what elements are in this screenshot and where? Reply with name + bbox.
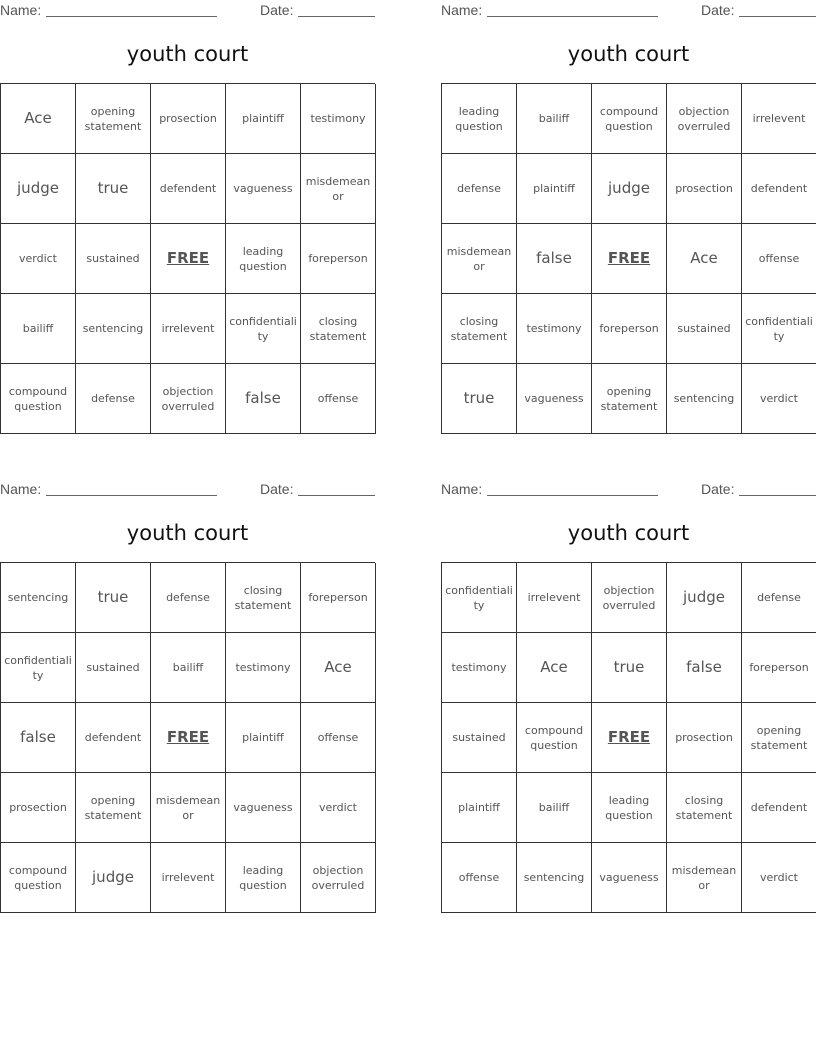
- bingo-cell: foreperson: [592, 294, 667, 364]
- bingo-cell: defendent: [76, 703, 151, 773]
- date-label: Date:: [260, 2, 294, 18]
- bingo-cell: bailiff: [517, 84, 592, 154]
- date-label: Date:: [701, 481, 735, 497]
- bingo-cell: plaintiff: [226, 84, 301, 154]
- date-blank: [298, 16, 375, 17]
- bingo-cell: misdemeanor: [151, 773, 226, 843]
- bingo-cell: verdict: [1, 224, 76, 294]
- bingo-cell: misdemeanor: [301, 154, 376, 224]
- bingo-cell: prosection: [667, 154, 742, 224]
- bingo-cell: Ace: [517, 633, 592, 703]
- bingo-card-4: [441, 479, 816, 919]
- bingo-cell: Ace: [1, 84, 76, 154]
- bingo-cell: closing statement: [226, 563, 301, 633]
- bingo-cell: offense: [742, 224, 816, 294]
- bingo-cell: false: [1, 703, 76, 773]
- bingo-cell: sentencing: [1, 563, 76, 633]
- bingo-cell: opening statement: [592, 364, 667, 434]
- bingo-cell: defendent: [742, 773, 816, 843]
- bingo-cell: closing statement: [667, 773, 742, 843]
- bingo-cell: true: [592, 633, 667, 703]
- bingo-cell: verdict: [301, 773, 376, 843]
- free-space: FREE: [151, 703, 226, 773]
- bingo-cell: confidentiality: [1, 633, 76, 703]
- bingo-cell: sentencing: [517, 843, 592, 913]
- bingo-cell: sustained: [76, 633, 151, 703]
- bingo-cell: leading question: [226, 224, 301, 294]
- free-space: FREE: [151, 224, 226, 294]
- card-title: youth court: [126, 521, 249, 545]
- bingo-cell: judge: [1, 154, 76, 224]
- name-label: Name:: [441, 2, 483, 18]
- bingo-cell: opening statement: [76, 773, 151, 843]
- bingo-cell: defense: [151, 563, 226, 633]
- bingo-cell: irrelevent: [517, 563, 592, 633]
- bingo-cell: opening statement: [76, 84, 151, 154]
- bingo-cell: foreperson: [742, 633, 816, 703]
- bingo-cell: defense: [76, 364, 151, 434]
- bingo-cell: vagueness: [226, 154, 301, 224]
- bingo-cell: irrelevent: [151, 294, 226, 364]
- date-label: Date:: [260, 481, 294, 497]
- name-blank: [487, 495, 658, 496]
- bingo-cell: compound question: [1, 364, 76, 434]
- bingo-cell: sentencing: [667, 364, 742, 434]
- bingo-card-2: [441, 0, 816, 440]
- bingo-cell: verdict: [742, 843, 816, 913]
- bingo-grid: [0, 562, 375, 913]
- bingo-cell: testimony: [442, 633, 517, 703]
- bingo-cell: objection overruled: [151, 364, 226, 434]
- bingo-grid: [441, 83, 816, 434]
- bingo-cell: vagueness: [517, 364, 592, 434]
- date-label: Date:: [701, 2, 735, 18]
- name-blank: [46, 495, 217, 496]
- free-space: FREE: [592, 224, 667, 294]
- bingo-cell: false: [226, 364, 301, 434]
- name-label: Name:: [441, 481, 483, 497]
- bingo-cell: testimony: [301, 84, 376, 154]
- bingo-card-1: [0, 0, 376, 440]
- bingo-cell: compound question: [1, 843, 76, 913]
- bingo-cell: plaintiff: [226, 703, 301, 773]
- bingo-cell: closing statement: [442, 294, 517, 364]
- bingo-cell: defendent: [742, 154, 816, 224]
- bingo-cell: plaintiff: [442, 773, 517, 843]
- card-title: youth court: [567, 42, 690, 66]
- bingo-cell: defense: [442, 154, 517, 224]
- free-space: FREE: [592, 703, 667, 773]
- bingo-cell: judge: [667, 563, 742, 633]
- bingo-cell: judge: [76, 843, 151, 913]
- bingo-cell: vagueness: [592, 843, 667, 913]
- card-title: youth court: [567, 521, 690, 545]
- bingo-card-3: [0, 479, 376, 919]
- bingo-cell: testimony: [226, 633, 301, 703]
- bingo-cell: sentencing: [76, 294, 151, 364]
- bingo-cell: true: [76, 154, 151, 224]
- bingo-cell: sustained: [442, 703, 517, 773]
- bingo-cell: judge: [592, 154, 667, 224]
- bingo-cell: closing statement: [301, 294, 376, 364]
- bingo-cell: offense: [301, 703, 376, 773]
- bingo-cell: bailiff: [1, 294, 76, 364]
- bingo-cell: objection overruled: [592, 563, 667, 633]
- bingo-cell: false: [667, 633, 742, 703]
- card-header: [0, 0, 376, 22]
- bingo-cell: prosection: [1, 773, 76, 843]
- bingo-cell: leading question: [226, 843, 301, 913]
- bingo-cell: confidentiality: [442, 563, 517, 633]
- bingo-cell: bailiff: [517, 773, 592, 843]
- card-header: [441, 0, 816, 22]
- bingo-cell: plaintiff: [517, 154, 592, 224]
- card-header: [441, 479, 816, 501]
- bingo-cell: true: [76, 563, 151, 633]
- bingo-cell: irrelevent: [151, 843, 226, 913]
- bingo-cell: prosection: [151, 84, 226, 154]
- name-label: Name:: [0, 481, 42, 497]
- bingo-cell: testimony: [517, 294, 592, 364]
- name-label: Name:: [0, 2, 42, 18]
- bingo-cell: true: [442, 364, 517, 434]
- bingo-cell: false: [517, 224, 592, 294]
- card-title: youth court: [126, 42, 249, 66]
- bingo-cell: sustained: [76, 224, 151, 294]
- bingo-cell: compound question: [592, 84, 667, 154]
- bingo-grid: [441, 562, 816, 913]
- bingo-cell: offense: [301, 364, 376, 434]
- bingo-cell: opening statement: [742, 703, 816, 773]
- bingo-cell: misdemeanor: [442, 224, 517, 294]
- bingo-cell: foreperson: [301, 224, 376, 294]
- bingo-grid: [0, 83, 375, 434]
- bingo-cell: defense: [742, 563, 816, 633]
- bingo-cell: prosection: [667, 703, 742, 773]
- bingo-cell: leading question: [442, 84, 517, 154]
- bingo-cell: verdict: [742, 364, 816, 434]
- bingo-cell: objection overruled: [667, 84, 742, 154]
- bingo-cell: leading question: [592, 773, 667, 843]
- bingo-cell: confidentiality: [226, 294, 301, 364]
- bingo-cell: vagueness: [226, 773, 301, 843]
- bingo-cell: objection overruled: [301, 843, 376, 913]
- date-blank: [739, 16, 816, 17]
- date-blank: [739, 495, 816, 496]
- bingo-cell: confidentiality: [742, 294, 816, 364]
- card-header: [0, 479, 376, 501]
- bingo-cell: defendent: [151, 154, 226, 224]
- bingo-cell: irrelevent: [742, 84, 816, 154]
- name-blank: [487, 16, 658, 17]
- bingo-cell: foreperson: [301, 563, 376, 633]
- bingo-cell: Ace: [301, 633, 376, 703]
- bingo-cell: compound question: [517, 703, 592, 773]
- bingo-cell: bailiff: [151, 633, 226, 703]
- bingo-cell: misdemeanor: [667, 843, 742, 913]
- bingo-cell: Ace: [667, 224, 742, 294]
- bingo-cell: offense: [442, 843, 517, 913]
- bingo-cell: sustained: [667, 294, 742, 364]
- name-blank: [46, 16, 217, 17]
- date-blank: [298, 495, 375, 496]
